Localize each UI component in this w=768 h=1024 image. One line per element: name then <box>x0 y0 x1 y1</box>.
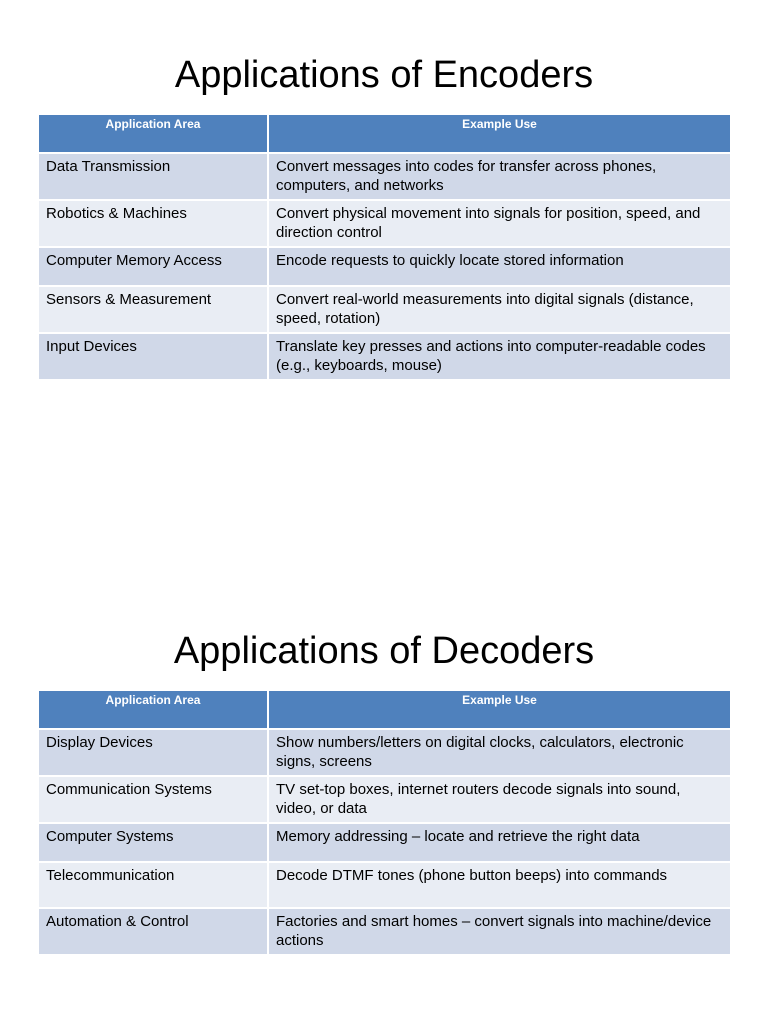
table-row <box>39 333 730 380</box>
example-use-cell: Translate key presses and actions into computer-readable codes (e.g., keyboards, mouse) <box>268 333 730 380</box>
table-header-row <box>39 691 730 729</box>
application-area-cell: Automation & Control <box>39 908 268 955</box>
application-area-cell: Telecommunication <box>39 862 268 908</box>
column-header-application-area: Application Area <box>39 115 268 153</box>
table-row <box>39 200 730 247</box>
table-row <box>39 247 730 286</box>
application-area-cell: Computer Memory Access <box>39 247 268 286</box>
table-row <box>39 823 730 862</box>
example-use-cell: TV set-top boxes, internet routers decode signals into sound, video, or data <box>268 776 730 823</box>
example-use-cell: Convert messages into codes for transfer across phones, computers, and networks <box>268 153 730 200</box>
table-row <box>39 908 730 955</box>
slide-title: Applications of Decoders <box>173 630 595 672</box>
example-use-cell: Factories and smart homes – convert signals into machine/device actions <box>268 908 730 955</box>
application-area-cell: Computer Systems <box>39 823 268 862</box>
column-header-example-use: Example Use <box>268 115 730 153</box>
example-use-cell: Encode requests to quickly locate stored information <box>268 247 730 286</box>
table-row <box>39 729 730 776</box>
example-use-cell: Convert physical movement into signals for position, speed, and direction control <box>268 200 730 247</box>
application-area-cell: Sensors & Measurement <box>39 286 268 333</box>
application-area-cell: Input Devices <box>39 333 268 380</box>
application-area-cell: Robotics & Machines <box>39 200 268 247</box>
table-row <box>39 153 730 200</box>
application-area-cell: Data Transmission <box>39 153 268 200</box>
table-header-row <box>39 115 730 153</box>
table-row <box>39 776 730 823</box>
example-use-cell: Decode DTMF tones (phone button beeps) into commands <box>268 862 730 908</box>
decoders-table <box>39 691 730 956</box>
column-header-example-use: Example Use <box>268 691 730 729</box>
example-use-cell: Convert real-world measurements into digital signals (distance, speed, rotation) <box>268 286 730 333</box>
example-use-cell: Show numbers/letters on digital clocks, calculators, electronic signs, screens <box>268 729 730 776</box>
table-row <box>39 862 730 908</box>
table-row <box>39 286 730 333</box>
example-use-cell: Memory addressing – locate and retrieve the right data <box>268 823 730 862</box>
encoders-table <box>39 115 730 381</box>
application-area-cell: Communication Systems <box>39 776 268 823</box>
slide-title: Applications of Encoders <box>174 54 594 96</box>
application-area-cell: Display Devices <box>39 729 268 776</box>
column-header-application-area: Application Area <box>39 691 268 729</box>
